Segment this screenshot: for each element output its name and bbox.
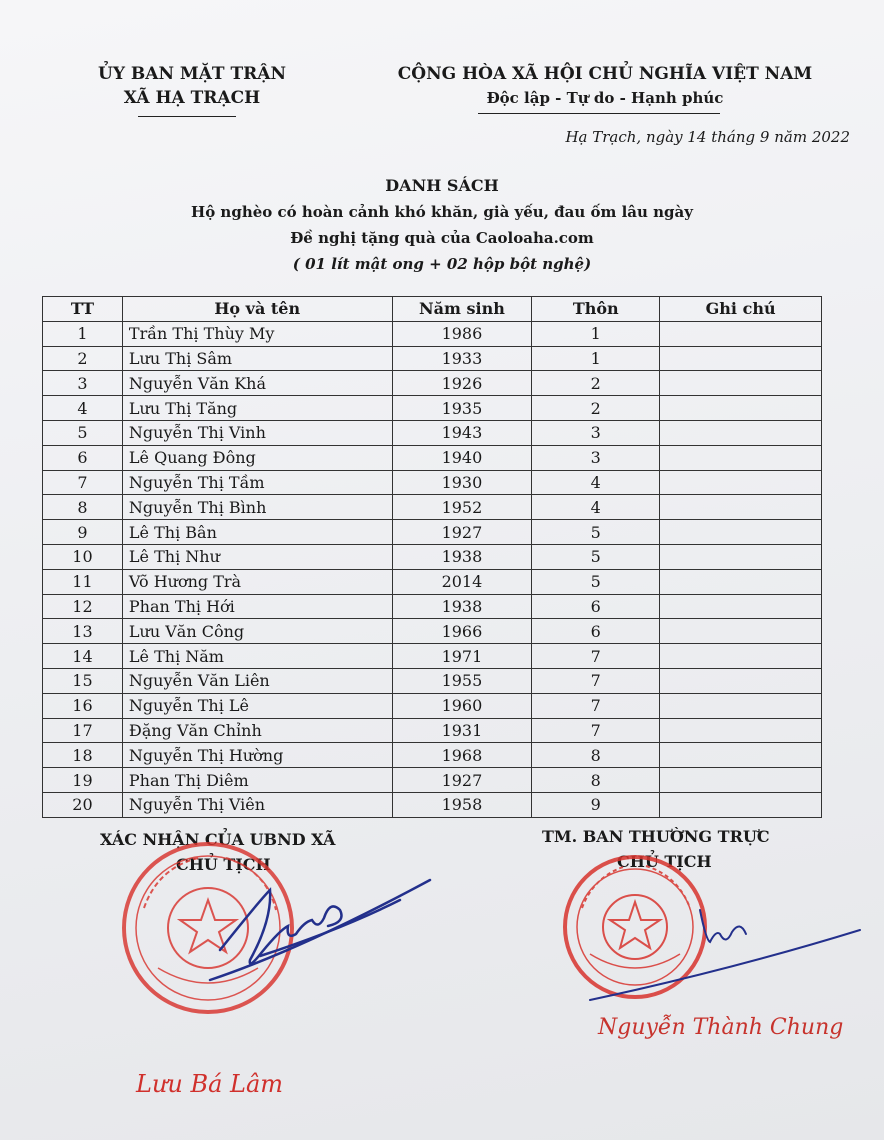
table-row xyxy=(43,470,822,495)
right-handwritten-signature xyxy=(570,890,870,1010)
cell-full-name: Đặng Văn Chỉnh xyxy=(122,718,392,743)
cell-index: 12 xyxy=(43,594,123,619)
cell-birth-year: 1927 xyxy=(392,768,532,793)
header-full-name: Họ và tên xyxy=(122,297,392,322)
header-hamlet: Thôn xyxy=(532,297,660,322)
cell-index: 14 xyxy=(43,644,123,669)
header-birth-year: Năm sinh xyxy=(392,297,532,322)
cell-full-name: Võ Hương Trà xyxy=(122,569,392,594)
cell-full-name: Nguyễn Thị Hường xyxy=(122,743,392,768)
cell-birth-year: 1933 xyxy=(392,346,532,371)
cell-notes xyxy=(660,470,822,495)
cell-index: 13 xyxy=(43,619,123,644)
cell-index: 1 xyxy=(43,321,123,346)
table-row xyxy=(43,569,822,594)
right-signature-title: TM. BAN THƯỜNG TRỰC xyxy=(542,827,770,846)
cell-index: 16 xyxy=(43,693,123,718)
cell-hamlet: 2 xyxy=(532,396,660,421)
cell-full-name: Lưu Văn Công xyxy=(122,619,392,644)
cell-notes xyxy=(660,346,822,371)
cell-notes xyxy=(660,321,822,346)
cell-index: 3 xyxy=(43,371,123,396)
country-name: CỘNG HÒA XÃ HỘI CHỦ NGHĨA VIỆT NAM xyxy=(397,64,813,84)
cell-hamlet: 7 xyxy=(532,693,660,718)
table-row xyxy=(43,718,822,743)
org-name-line2: XÃ HẠ TRẠCH xyxy=(123,88,261,108)
cell-birth-year: 1952 xyxy=(392,495,532,520)
cell-birth-year: 1971 xyxy=(392,644,532,669)
cell-hamlet: 1 xyxy=(532,321,660,346)
cell-index: 20 xyxy=(43,792,123,817)
cell-hamlet: 5 xyxy=(532,520,660,545)
table-row xyxy=(43,792,822,817)
cell-full-name: Nguyễn Văn Liên xyxy=(122,668,392,693)
cell-index: 11 xyxy=(43,569,123,594)
table-row xyxy=(43,495,822,520)
table-row xyxy=(43,743,822,768)
table-row xyxy=(43,768,822,793)
cell-full-name: Phan Thị Hới xyxy=(122,594,392,619)
cell-birth-year: 1927 xyxy=(392,520,532,545)
right-signature-role: CHỦ TỊCH xyxy=(617,852,712,871)
cell-full-name: Lưu Thị Tăng xyxy=(122,396,392,421)
cell-birth-year: 1958 xyxy=(392,792,532,817)
cell-hamlet: 8 xyxy=(532,768,660,793)
cell-notes xyxy=(660,495,822,520)
cell-birth-year: 1966 xyxy=(392,619,532,644)
cell-full-name: Lưu Thị Sâm xyxy=(122,346,392,371)
table-row xyxy=(43,371,822,396)
cell-hamlet: 6 xyxy=(532,619,660,644)
cell-index: 10 xyxy=(43,544,123,569)
cell-full-name: Nguyễn Văn Khá xyxy=(122,371,392,396)
motto-underline xyxy=(478,113,720,114)
cell-full-name: Phan Thị Diêm xyxy=(122,768,392,793)
cell-notes xyxy=(660,371,822,396)
cell-hamlet: 4 xyxy=(532,470,660,495)
document-subtitle-2: Đề nghị tặng quà của Caoloaha.com xyxy=(290,229,594,247)
cell-full-name: Nguyễn Thị Tầm xyxy=(122,470,392,495)
cell-index: 15 xyxy=(43,668,123,693)
cell-index: 18 xyxy=(43,743,123,768)
table-row xyxy=(43,396,822,421)
cell-notes xyxy=(660,718,822,743)
cell-index: 7 xyxy=(43,470,123,495)
cell-hamlet: 7 xyxy=(532,718,660,743)
cell-hamlet: 1 xyxy=(532,346,660,371)
document-subtitle-1: Hộ nghèo có hoàn cảnh khó khăn, già yếu, đau ốm lâu ngày xyxy=(191,203,693,221)
cell-notes xyxy=(660,396,822,421)
right-signer-name: Nguyễn Thành Chung xyxy=(598,1015,844,1040)
national-heading xyxy=(365,62,845,110)
cell-full-name: Nguyễn Thị Vinh xyxy=(122,420,392,445)
org-underline xyxy=(138,116,236,117)
cell-hamlet: 2 xyxy=(532,371,660,396)
cell-hamlet: 9 xyxy=(532,792,660,817)
cell-index: 19 xyxy=(43,768,123,793)
cell-birth-year: 1930 xyxy=(392,470,532,495)
cell-birth-year: 1926 xyxy=(392,371,532,396)
cell-notes xyxy=(660,644,822,669)
table-row xyxy=(43,668,822,693)
cell-birth-year: 1940 xyxy=(392,445,532,470)
cell-index: 6 xyxy=(43,445,123,470)
left-signature-title: XÁC NHẬN CỦA UBND XÃ xyxy=(100,830,336,849)
cell-notes xyxy=(660,544,822,569)
cell-hamlet: 7 xyxy=(532,644,660,669)
cell-index: 2 xyxy=(43,346,123,371)
cell-full-name: Trần Thị Thùy My xyxy=(122,321,392,346)
cell-notes xyxy=(660,743,822,768)
cell-index: 8 xyxy=(43,495,123,520)
cell-full-name: Nguyễn Thị Lê xyxy=(122,693,392,718)
table-row xyxy=(43,594,822,619)
cell-index: 9 xyxy=(43,520,123,545)
issuing-organization xyxy=(62,62,322,110)
cell-birth-year: 1938 xyxy=(392,544,532,569)
cell-notes xyxy=(660,668,822,693)
cell-birth-year: 1955 xyxy=(392,668,532,693)
cell-hamlet: 7 xyxy=(532,668,660,693)
left-handwritten-signature xyxy=(200,860,440,1000)
cell-notes xyxy=(660,520,822,545)
org-name-line1: ỦY BAN MẶT TRẬN xyxy=(98,64,286,84)
recipient-table xyxy=(42,296,822,818)
national-motto: Độc lập - Tự do - Hạnh phúc xyxy=(486,89,724,107)
cell-birth-year: 1938 xyxy=(392,594,532,619)
cell-notes xyxy=(660,792,822,817)
cell-notes xyxy=(660,693,822,718)
cell-birth-year: 1943 xyxy=(392,420,532,445)
cell-birth-year: 1968 xyxy=(392,743,532,768)
cell-full-name: Nguyễn Thị Bình xyxy=(122,495,392,520)
cell-hamlet: 5 xyxy=(532,569,660,594)
cell-full-name: Nguyễn Thị Viên xyxy=(122,792,392,817)
document-date: Hạ Trạch, ngày 14 tháng 9 năm 2022 xyxy=(565,128,850,146)
cell-notes xyxy=(660,619,822,644)
cell-birth-year: 1986 xyxy=(392,321,532,346)
cell-hamlet: 4 xyxy=(532,495,660,520)
table-header-row xyxy=(43,297,822,322)
cell-index: 5 xyxy=(43,420,123,445)
table-row xyxy=(43,644,822,669)
cell-full-name: Lê Quang Đông xyxy=(122,445,392,470)
cell-hamlet: 5 xyxy=(532,544,660,569)
cell-hamlet: 8 xyxy=(532,743,660,768)
cell-hamlet: 3 xyxy=(532,445,660,470)
cell-hamlet: 3 xyxy=(532,420,660,445)
cell-birth-year: 1931 xyxy=(392,718,532,743)
document-title: DANH SÁCH xyxy=(385,176,499,195)
table-row xyxy=(43,693,822,718)
table-row xyxy=(43,619,822,644)
cell-index: 17 xyxy=(43,718,123,743)
cell-notes xyxy=(660,569,822,594)
table-row xyxy=(43,346,822,371)
table-row xyxy=(43,420,822,445)
cell-notes xyxy=(660,594,822,619)
table-row xyxy=(43,445,822,470)
header-index: TT xyxy=(43,297,123,322)
table-row xyxy=(43,520,822,545)
table-row xyxy=(43,321,822,346)
cell-full-name: Lê Thị Bân xyxy=(122,520,392,545)
header-notes: Ghi chú xyxy=(660,297,822,322)
cell-notes xyxy=(660,768,822,793)
cell-birth-year: 2014 xyxy=(392,569,532,594)
cell-notes xyxy=(660,445,822,470)
left-signer-name: Lưu Bá Lâm xyxy=(136,1070,284,1098)
cell-birth-year: 1960 xyxy=(392,693,532,718)
cell-full-name: Lê Thị Năm xyxy=(122,644,392,669)
cell-notes xyxy=(660,420,822,445)
table-row xyxy=(43,544,822,569)
cell-hamlet: 6 xyxy=(532,594,660,619)
document-subtitle-3: ( 01 lít mật ong + 02 hộp bột nghệ) xyxy=(292,255,592,273)
cell-index: 4 xyxy=(43,396,123,421)
cell-full-name: Lê Thị Như xyxy=(122,544,392,569)
cell-birth-year: 1935 xyxy=(392,396,532,421)
left-signature-role: CHỦ TỊCH xyxy=(176,855,271,874)
